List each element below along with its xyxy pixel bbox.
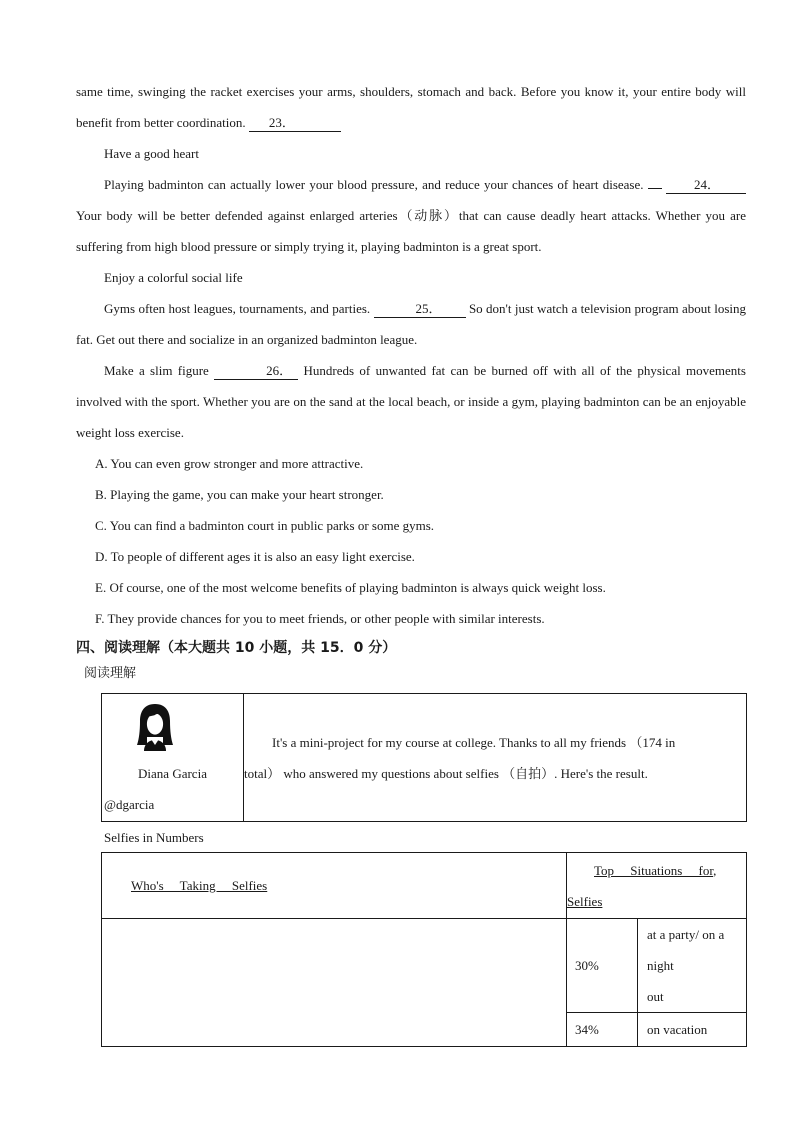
stat-situation xyxy=(638,919,747,1013)
option-d: D. To people of different ages it is also an easy light exercise. xyxy=(95,549,415,564)
option-f: F. They provide chances for you to meet friends, or other people with similar interests. xyxy=(95,611,545,626)
option-a: A. You can even grow stronger and more attractive. xyxy=(95,456,364,471)
passage-text: Your body will be better defended against enlarged arteries（动脉）that can cause deadly heart attacks. Whether you are suffering from high blood pressure or simply trying it, playing badminton is a great sport. xyxy=(76,208,746,254)
passage-paragraph-1 xyxy=(76,76,746,138)
passage-text: So don't just watch a television program about losing fat. Get out there and socialize in an organized badminton league. xyxy=(76,301,747,347)
heading-social: Enjoy a colorful social life xyxy=(104,270,243,285)
message-line-2: total） who answered my questions about selfies （自拍）. Here's the result. xyxy=(244,765,648,781)
passage-paragraph-2 xyxy=(76,169,746,262)
heading-heart: Have a good heart xyxy=(104,146,199,161)
stats-heading: Selfies in Numbers xyxy=(104,830,204,845)
stat-percent: 30% xyxy=(567,919,638,1013)
section-title: 四、阅读理解（本大题共 10 小题，共 15．0 分） xyxy=(76,640,397,656)
option-e: E. Of course, one of the most welcome benefits of playing badminton is always quick weight loss. xyxy=(95,580,606,595)
profile-info xyxy=(102,694,244,822)
passage-heading: Make a slim figure xyxy=(104,363,209,378)
option-b: B. Playing the game, you can make your heart stronger. xyxy=(95,487,384,502)
stat-situation: on vacation xyxy=(638,1013,747,1047)
stats-table xyxy=(101,852,747,1047)
section-subtitle: 阅读理解 xyxy=(84,666,137,681)
header-situations xyxy=(567,853,747,919)
document-page xyxy=(76,76,746,1047)
avatar-icon xyxy=(135,701,175,751)
stat-percent: 34% xyxy=(567,1013,638,1047)
passage-text: Hundreds of unwanted fat can be burned off with all of the physical movements involved with the sport. Whether you are on the sand at the local beach, or inside a gym, playing badminton can be an enjoyable weight loss exercise. xyxy=(76,363,746,440)
profile-name: Diana Garcia xyxy=(138,766,207,781)
answer-blank-24-lead xyxy=(648,188,662,189)
passage-text: Playing badminton can actually lower your blood pressure, and reduce your chances of heart disease. xyxy=(104,177,644,192)
passage-paragraph-3 xyxy=(76,293,746,355)
header-situations-line2: Selfies xyxy=(567,893,603,909)
answer-blank-24[interactable]: 24． xyxy=(666,177,746,194)
passage-text: same time, swinging the racket exercises your arms, shoulders, stomach and back. Before you know it, your entire body will benefit from better coordination. xyxy=(76,84,746,130)
profile-message xyxy=(244,694,747,822)
option-c: C. You can find a badminton court in public parks or some gyms. xyxy=(95,518,435,533)
header-situations-line1: Top Situations for, xyxy=(594,862,717,878)
answer-blank-23[interactable]: 23． xyxy=(249,115,341,132)
passage-text: Gyms often host leagues, tournaments, and parties. xyxy=(104,301,371,316)
answer-blank-26[interactable]: 26． xyxy=(214,363,298,380)
profile-handle: @dgarcia xyxy=(104,797,155,812)
who-cell xyxy=(102,919,567,1047)
message-line-1: It's a mini-project for my course at college. Thanks to all my friends （174 in xyxy=(272,734,676,750)
situation-line1: at a party/ on a night xyxy=(647,927,725,973)
profile-card xyxy=(101,693,747,822)
answer-blank-25[interactable]: 25． xyxy=(374,301,466,318)
situation-line2: out xyxy=(647,989,664,1004)
header-who-label: Who's Taking Selfies xyxy=(131,877,268,893)
passage-paragraph-4 xyxy=(76,355,746,448)
options-list xyxy=(76,448,746,634)
header-who xyxy=(102,853,567,919)
